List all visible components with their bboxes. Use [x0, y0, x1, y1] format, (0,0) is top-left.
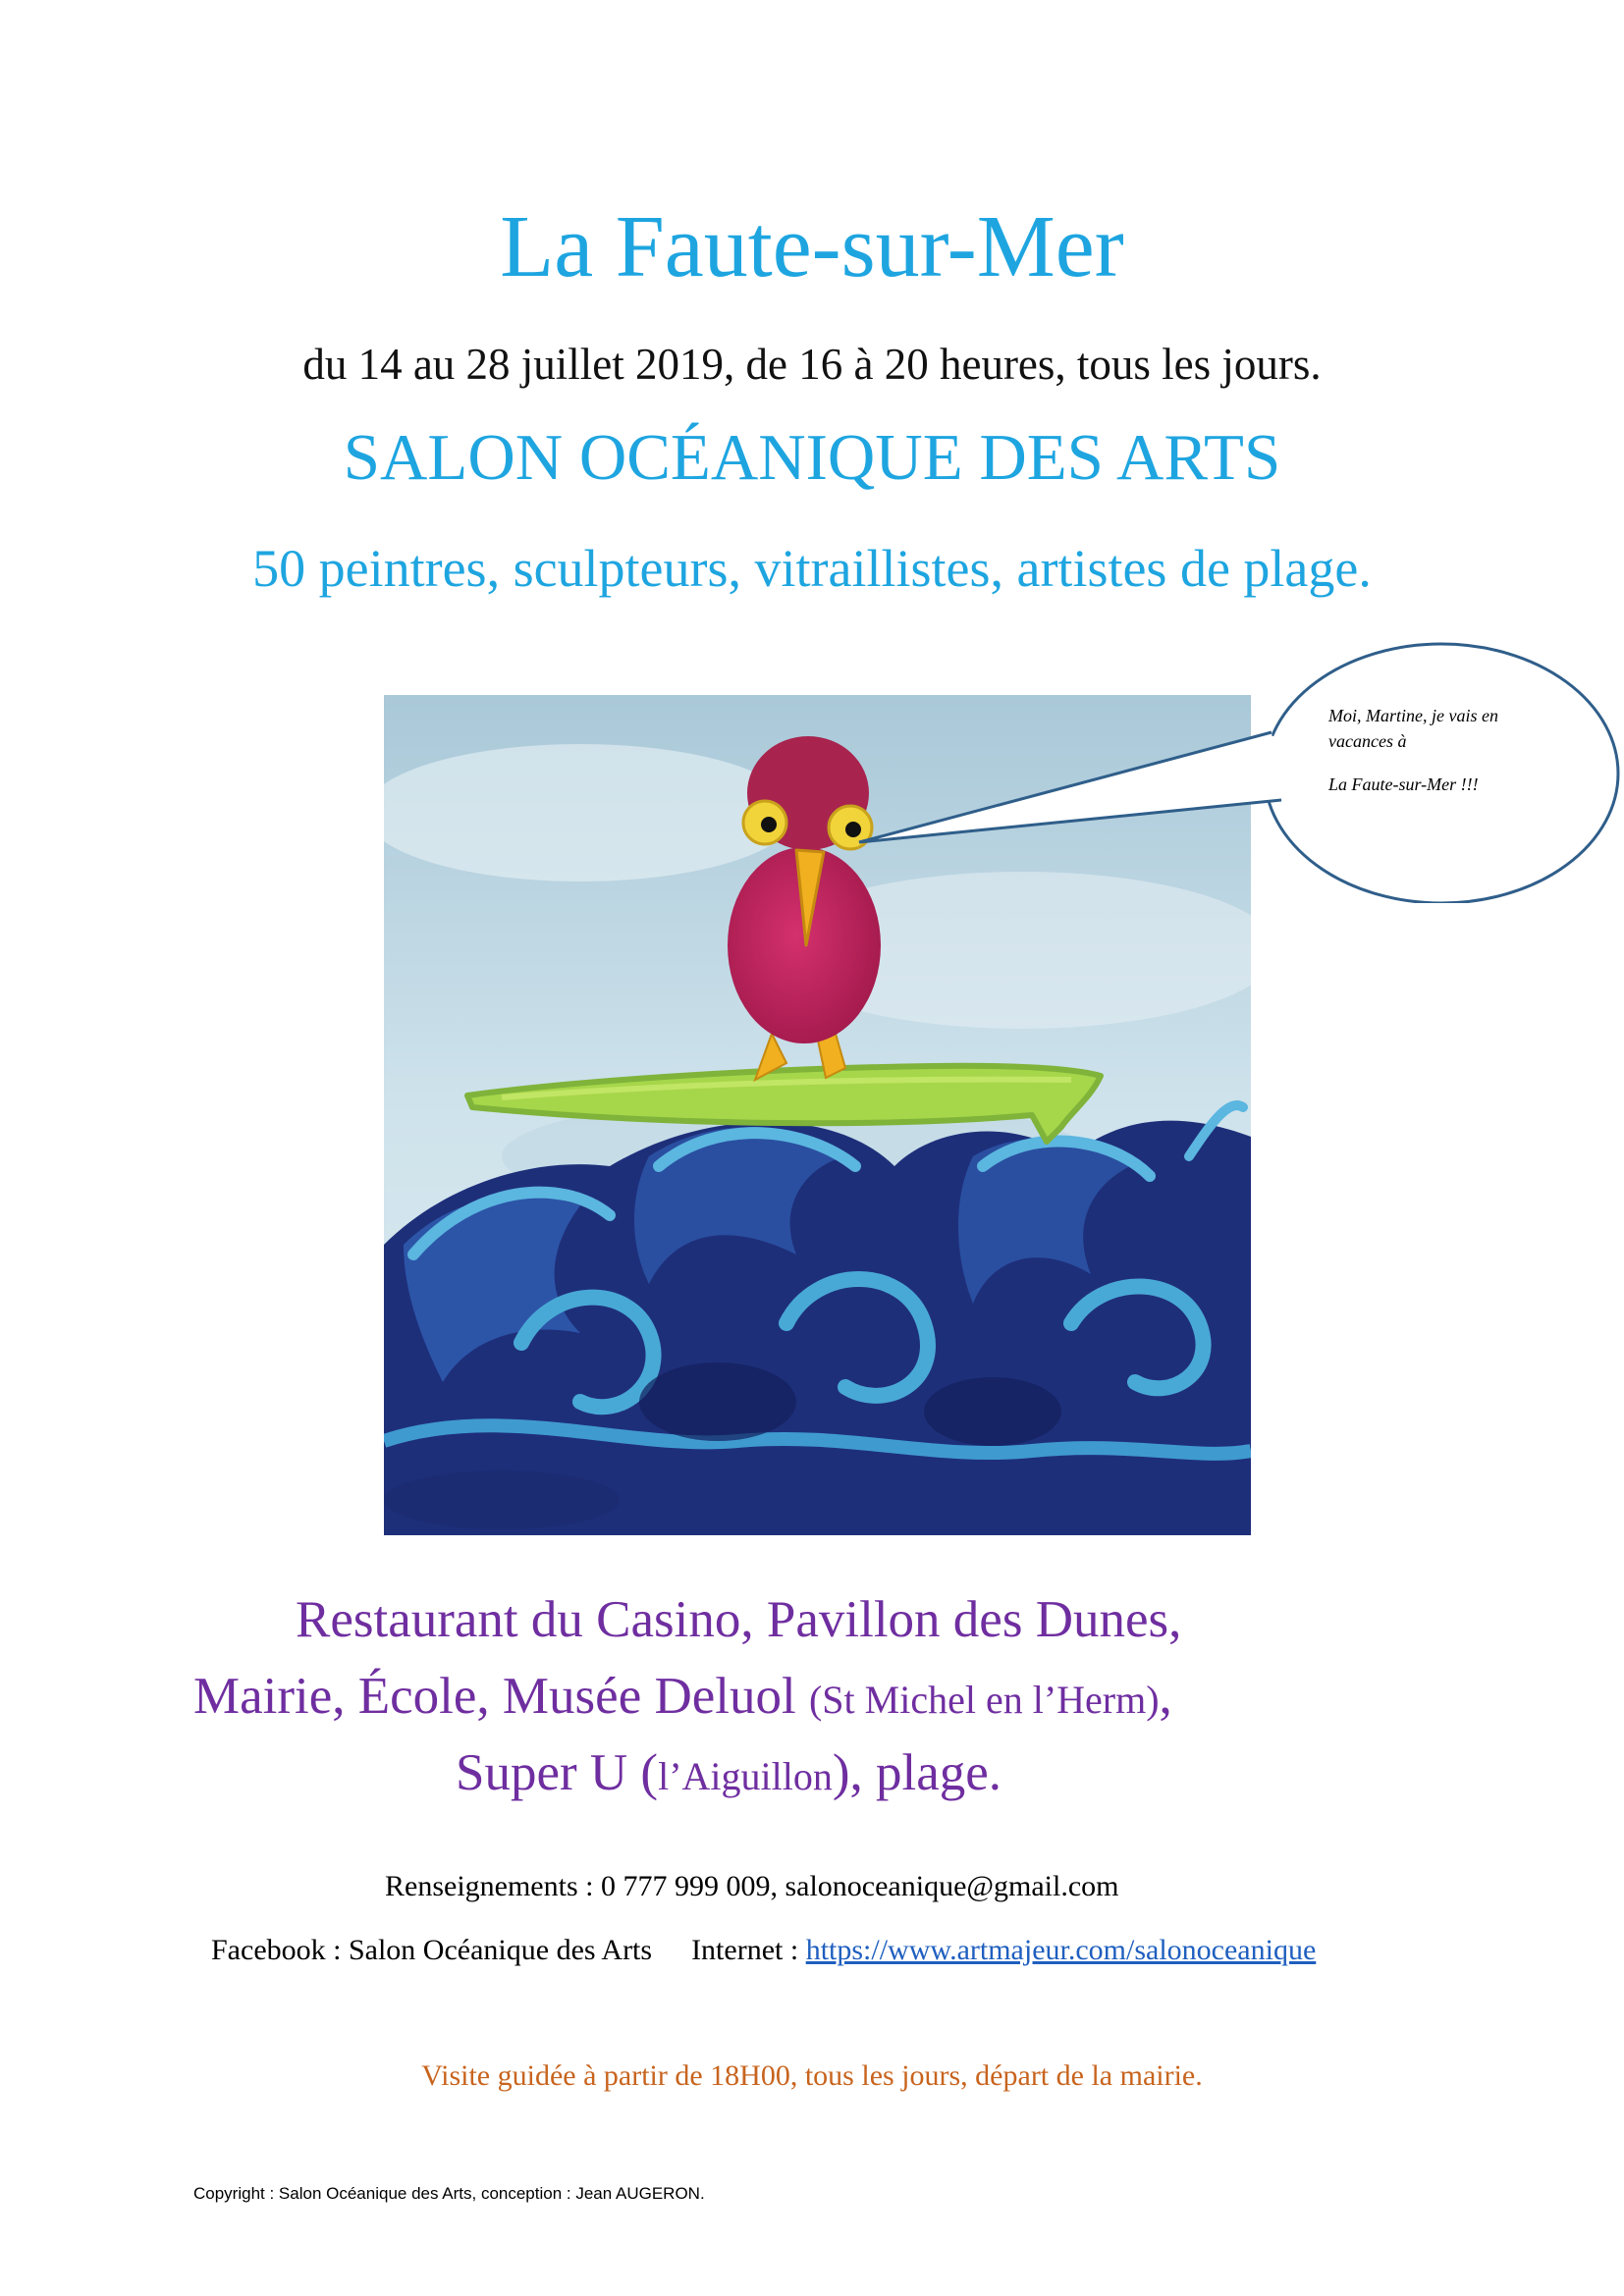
internet-label: Internet : [691, 1934, 806, 1966]
social-links [211, 1934, 1316, 1967]
venues-punct: , [1159, 1668, 1172, 1725]
speech-bubble-text [1328, 703, 1564, 797]
venues-line-2 [193, 1667, 1172, 1726]
venues-location-note: l’Aiguillon [658, 1754, 833, 1798]
venues-text: Restaurant du Casino, Pavillon des Dunes, [296, 1591, 1182, 1648]
venues-line-1 [296, 1590, 1181, 1649]
venues-text: Mairie, École, Musée Deluol [193, 1668, 809, 1725]
bubble-line-3: La Faute-sur-Mer !!! [1328, 774, 1479, 795]
guided-visit-note: Visite guidée à partir de 18H00, tous les jours, départ de la mairie. [421, 2059, 1203, 2092]
bubble-line-2: vacances à [1328, 731, 1407, 752]
website-link[interactable]: https://www.artmajeur.com/salonoceanique [805, 1934, 1317, 1966]
bubble-line-1: Moi, Martine, je vais en [1328, 706, 1498, 725]
venues-location-note: (St Michel en l’Herm) [808, 1678, 1160, 1722]
artists-subtitle: 50 peintres, sculpteurs, vitraillistes, artistes de plage. [252, 539, 1372, 598]
facebook-label: Facebook : Salon Océanique des Arts [211, 1934, 653, 1966]
event-dates: du 14 au 28 juillet 2019, de 16 à 20 heures, tous les jours. [302, 340, 1322, 389]
venues-line-3 [456, 1743, 1001, 1802]
poster-title: La Faute-sur-Mer [500, 198, 1124, 295]
contact-info: Renseignements : 0 777 999 009, salonoceanique@gmail.com [385, 1870, 1119, 1902]
copyright: Copyright : Salon Océanique des Arts, conception : Jean AUGERON. [193, 2184, 705, 2203]
salon-name: SALON OCÉANIQUE DES ARTS [343, 421, 1281, 494]
venues-text-end: ), plage. [832, 1744, 1002, 1801]
venues-text: Super U ( [456, 1744, 659, 1801]
